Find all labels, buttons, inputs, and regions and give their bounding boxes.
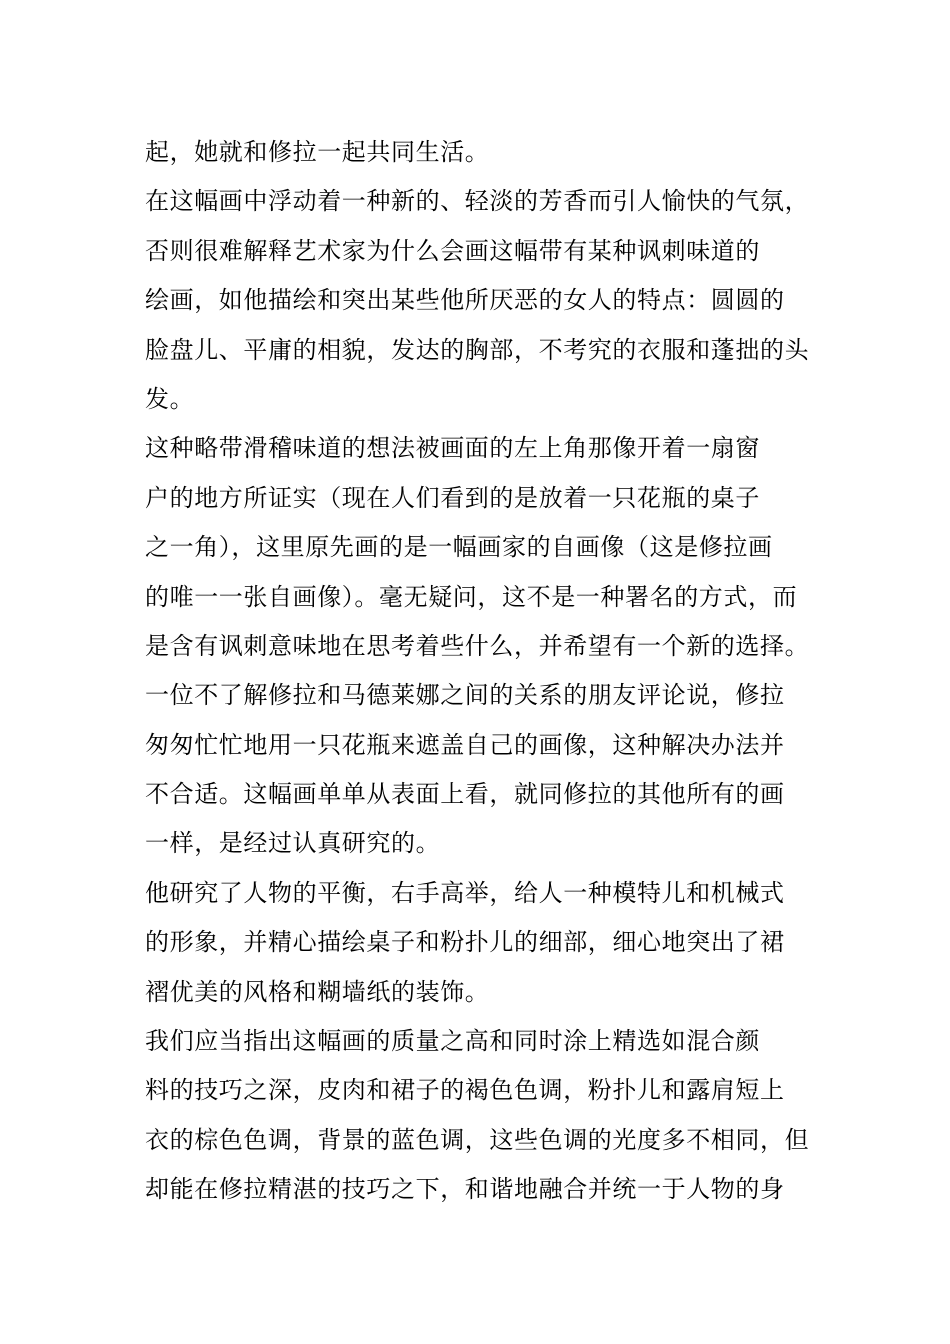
text-line: 的形象，并精心描绘桌子和粉扑儿的细部，细心地突出了裙 <box>145 928 785 957</box>
text-line: 这种略带滑稽味道的想法被画面的左上角那像开着一扇窗 <box>145 434 760 463</box>
text-line: 的唯一一张自画像）。毫无疑问，这不是一种署名的方式，而 <box>145 582 798 611</box>
text-line: 是含有讽刺意味地在思考着些什么，并希望有一个新的选择。 <box>145 631 810 660</box>
text-line: 衣的棕色色调，背景的蓝色调，这些色调的光度多不相同，但 <box>145 1125 810 1154</box>
text-line: 户的地方所证实（现在人们看到的是放着一只花瓶的桌子 <box>145 483 760 512</box>
text-line: 料的技巧之深，皮肉和裙子的褐色色调，粉扑儿和露肩短上 <box>145 1076 785 1105</box>
text-line: 一位不了解修拉和马德莱娜之间的关系的朋友评论说，修拉 <box>145 681 785 710</box>
text-line: 他研究了人物的平衡，右手高举，给人一种模特儿和机械式 <box>145 878 785 907</box>
text-line: 发。 <box>145 384 195 413</box>
text-line: 之一角），这里原先画的是一幅画家的自画像（这是修拉画 <box>145 533 773 562</box>
document-body <box>145 128 835 1215</box>
text-line: 我们应当指出这幅画的质量之高和同时涂上精选如混合颜 <box>145 1027 760 1056</box>
text-line: 匆匆忙忙地用一只花瓶来遮盖自己的画像，这种解决办法并 <box>145 730 785 759</box>
text-line: 不合适。这幅画单单从表面上看，就同修拉的其他所有的画 <box>145 780 785 809</box>
text-line: 却能在修拉精湛的技巧之下，和谐地融合并统一于人物的身 <box>145 1175 785 1204</box>
text-line: 脸盘儿、平庸的相貌，发达的胸部，不考究的衣服和蓬拙的头 <box>145 335 810 364</box>
text-line: 褶优美的风格和糊墙纸的装饰。 <box>145 977 490 1006</box>
text-line: 绘画，如他描绘和突出某些他所厌恶的女人的特点：圆圆的 <box>145 286 785 315</box>
text-line: 否则很难解释艺术家为什么会画这幅带有某种讽刺味道的 <box>145 236 760 265</box>
text-line: 一样，是经过认真研究的。 <box>145 829 441 858</box>
text-line: 起，她就和修拉一起共同生活。 <box>145 138 490 166</box>
text-line: 在这幅画中浮动着一种新的、轻淡的芳香而引人愉快的气氛， <box>145 187 810 216</box>
